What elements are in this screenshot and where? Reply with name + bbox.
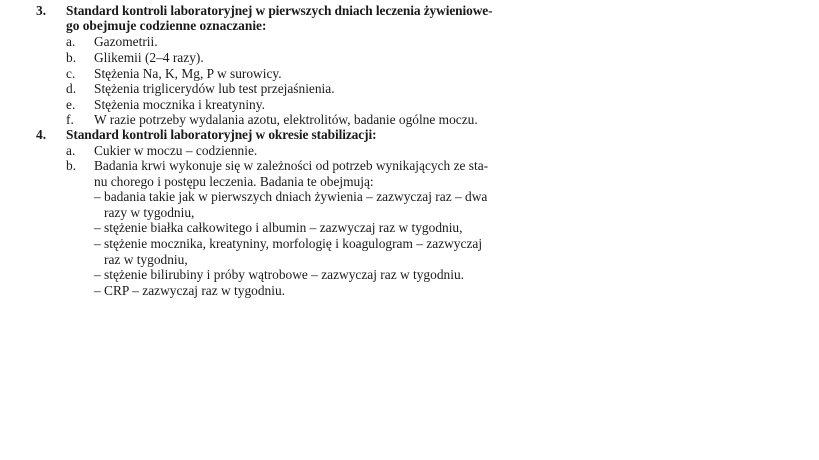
bullet-item-continuation: razy w tygodniu, bbox=[104, 205, 195, 220]
bullet-item: – stężenie bilirubiny i próby wątrobowe – zazwyczaj raz w tygodniu. bbox=[94, 267, 464, 282]
list-item-letter: a. bbox=[66, 143, 76, 158]
list-item-text: W razie potrzeby wydalania azotu, elektrolitów, badanie ogólne moczu. bbox=[94, 112, 478, 127]
section-number: 3. bbox=[36, 3, 47, 18]
list-item-letter: b. bbox=[66, 158, 77, 173]
list-item-letter: d. bbox=[66, 81, 77, 96]
list-item-letter: c. bbox=[66, 66, 76, 81]
list-item-text: Stężenia Na, K, Mg, P w surowicy. bbox=[94, 66, 282, 81]
list-item-text: Stężenia mocznika i kreatyniny. bbox=[94, 97, 265, 112]
section-heading: Standard kontroli laboratoryjnej w pierwszych dniach leczenia żywieniowe- bbox=[66, 3, 493, 18]
bullet-item: – CRP – zazwyczaj raz w tygodniu. bbox=[94, 283, 286, 298]
section-heading-continuation: go obejmuje codzienne oznaczanie: bbox=[66, 18, 267, 33]
list-item-text: Stężenia triglicerydów lub test przejaśnienia. bbox=[94, 81, 335, 96]
list-item-text: Cukier w moczu – codziennie. bbox=[94, 143, 258, 158]
bullet-item: – stężenie mocznika, kreatyniny, morfologię i koagulogram – zazwyczaj bbox=[94, 236, 483, 251]
list-item-letter: b. bbox=[66, 50, 77, 65]
list-item-text: Glikemii (2–4 razy). bbox=[94, 50, 204, 65]
section-heading: Standard kontroli laboratoryjnej w okresie stabilizacji: bbox=[66, 127, 377, 142]
section-number: 4. bbox=[36, 127, 47, 142]
bullet-item: – stężenie białka całkowitego i albumin – zazwyczaj raz w tygodniu, bbox=[94, 220, 463, 235]
list-item-letter: f. bbox=[66, 112, 74, 127]
list-item-letter: e. bbox=[66, 97, 76, 112]
list-item-text: Gazometrii. bbox=[94, 34, 158, 49]
list-item-text: Badania krwi wykonuje się w zależności od potrzeb wynikających ze sta- bbox=[94, 158, 489, 173]
list-item-text-continuation: nu chorego i postępu leczenia. Badania te obejmują: bbox=[94, 174, 374, 189]
list-item-letter: a. bbox=[66, 34, 76, 49]
bullet-item: – badania takie jak w pierwszych dniach żywienia – zazwyczaj raz – dwa bbox=[94, 189, 488, 204]
bullet-item-continuation: raz w tygodniu, bbox=[104, 252, 188, 267]
